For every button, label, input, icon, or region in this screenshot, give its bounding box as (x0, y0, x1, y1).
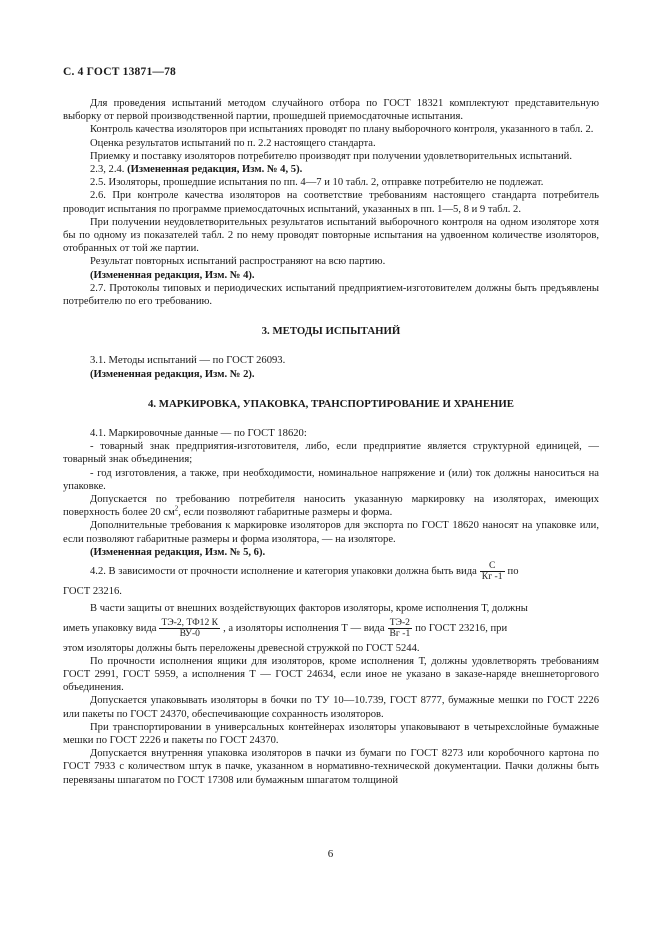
paragraph: Для проведения испытаний методом случайного отбора по ГОСТ 18321 комплектуют представительную выборку от первой производственной партии, прошедшей приемосдаточные испытания. (63, 98, 599, 123)
list-item: - товарный знак предприятия-изготовителя, либо, если предприятие является структурной единицей, — товарный знак объединения; (63, 441, 599, 466)
list-item: - год изготовления, а также, при необходимости, номинальное напряжение и (или) ток должны наноситься на упаковке. (63, 467, 599, 492)
paragraph: ГОСТ 23216. (63, 586, 122, 598)
paragraph: Приемку и поставку изоляторов потребителю производят при получении удовлетворительных испытаний. (90, 150, 572, 162)
fraction-formula: $\frac{ТЭ-2, ТФ12 К}{ВУ-0}$ (161, 616, 219, 639)
amendment-note: (Измененная редакция, Изм. № 2). (90, 368, 255, 380)
fraction-formula: $\frac{ТЭ-2}{Вг -1}$ (389, 616, 411, 639)
paragraph: Допускается упаковывать изоляторы в бочки по ТУ 10—10.739, ГОСТ 8777, бумажные мешки по ГОСТ 2226 или пакеты по ГОСТ 24370, обеспечивающие сохранность изоляторов. (63, 695, 599, 720)
paragraph: 4.2. В зависимости от прочности исполнение и категория упаковки должна быть вида $\frac{С}{Кг -1}$ по (90, 560, 519, 583)
amendment-note: (Измененная редакция, Изм. № 4). (90, 269, 255, 281)
page-number: 6 (327, 848, 334, 860)
paragraph: 2.5. Изоляторы, прошедшие испытания по пп. 4—7 и 10 табл. 2, отправке потребителю не подлежат. (90, 177, 544, 189)
paragraph: 2.6. При контроле качества изоляторов на соответствие требованиям настоящего стандарта потребитель проводит испытания по программе приемосдаточных испытаний, указанных в пп. 1—5, 8 и 9 табл. 2. (63, 190, 599, 215)
paragraph: Допускается по требованию потребителя наносить указанную маркировку на изоляторах, имеющих поверхность более 20 $см^2$, если позволяют габаритные размеры и форма. (63, 494, 599, 519)
paragraph: Оценка результатов испытаний по п. 2.2 настоящего стандарта. (90, 137, 376, 149)
paragraph: Результат повторных испытаний распространяют на всю партию. (90, 256, 386, 268)
paragraph: При получении неудовлетворительных результатов испытаний выборочного контроля на одном изоляторе хотя бы по одному из показателей табл. 2 по нему проводят повторные испытания на удвоенном количестве изоляторов, отобранных от той же партии. (63, 216, 599, 255)
paragraph: Дополнительные требования к маркировке изоляторов для экспорта по ГОСТ 18620 наносят на упаковке или, если позволяют габаритные размеры и форма изолятора, — на изоляторе. (63, 520, 599, 545)
clause-number: 2.3, 2.4. (90, 164, 125, 176)
section-title: 4. МАРКИРОВКА, УПАКОВКА, ТРАНСПОРТИРОВАНИЕ И ХРАНЕНИЕ (147, 397, 515, 410)
paragraph: Допускается внутренняя упаковка изоляторов в пачки из бумаги по ГОСТ 8273 или коробочного картона по ГОСТ 7933 с количеством штук в пачке, указанном в нормативно-технической документации. Пачки должны быть перевязаны шпагатом по ГОСТ 17308 или бумажным шпагатом толщиной (63, 748, 599, 786)
paragraph: 3.1. Методы испытаний — по ГОСТ 26093. (90, 355, 286, 367)
paragraph: По прочности исполнения ящики для изоляторов, кроме исполнения Т, должны удовлетворять требованиям ГОСТ 2991, ГОСТ 5959, а исполнения Т — ГОСТ 24634, если иное не указано в заказе-наряде внешнеторгового объединения. (63, 655, 599, 694)
document-body (63, 97, 599, 787)
paragraph: В части защиты от внешних воздействующих факторов изоляторы, кроме исполнения Т, должны (90, 603, 528, 615)
paragraph: Контроль качества изоляторов при испытаниях проводят по плану выборочного контроля, указанного в табл. 2. (90, 124, 594, 136)
amendment-note: (Измененная редакция, Изм. № 5, 6). (90, 546, 266, 558)
section-title: 3. МЕТОДЫ ИСПЫТАНИЙ (261, 325, 401, 338)
paragraph: этом изоляторы должны быть переложены древесной стружкой по ГОСТ 5244. (63, 642, 420, 654)
paragraph: При транспортировании в универсальных контейнерах изоляторы упаковывают в четырехслойные бумажные мешки по ГОСТ 2226 и пакеты по ГОСТ 24370. (63, 721, 599, 746)
paragraph (63, 163, 599, 176)
amendment-note: (Измененная редакция, Изм. № 4, 5). (127, 164, 303, 176)
paragraph: 2.7. Протоколы типовых и периодических испытаний предприятием-изготовителем должны быть предъявлены потребителю по его требованию. (63, 282, 599, 308)
page-header: С. 4 ГОСТ 13871—78 (63, 66, 176, 78)
fraction-formula: $\frac{С}{Кг -1}$ (481, 560, 503, 583)
paragraph: иметь упаковку вида $\frac{ТЭ-2, ТФ12 К}{ВУ-0}$ , а изоляторы исполнения Т — вида $\frac{ТЭ-2}{Вг -1}$ по ГОСТ 23216, при (63, 616, 508, 639)
paragraph: 4.1. Маркировочные данные — по ГОСТ 18620: (90, 428, 307, 440)
